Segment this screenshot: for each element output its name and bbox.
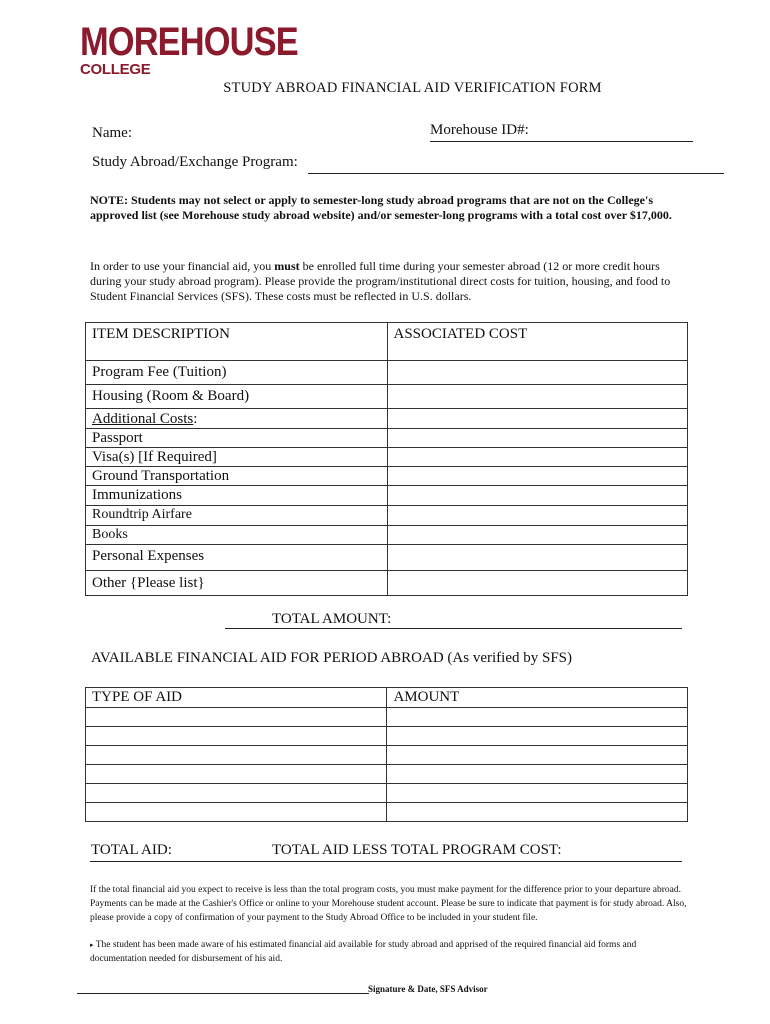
cost-input-ground[interactable] [387, 467, 688, 486]
cost-input-tuition[interactable] [387, 361, 688, 385]
id-label: Morehouse ID#: [430, 122, 529, 138]
signature-line[interactable] [77, 993, 369, 994]
cost-input-visa[interactable] [387, 448, 688, 467]
total-amount-line[interactable] [225, 628, 682, 629]
cost-row-tuition: Program Fee (Tuition) [86, 361, 388, 385]
cost-row-visa: Visa(s) [If Required] [86, 448, 388, 467]
cost-row-immunizations: Immunizations [86, 486, 388, 506]
cost-input-personal[interactable] [387, 545, 688, 571]
signature-label: Signature & Date, SFS Advisor [368, 984, 488, 994]
name-label: Name: [92, 125, 132, 141]
bullet-icon: ▸ [90, 941, 94, 949]
aid-amount-input[interactable] [387, 708, 688, 727]
payment-note: If the total financial aid you expect to receive is less than the total program costs, you must make payment for the difference prior to your departure abroad. Payments can be made at the Cashier's Office or online to your Morehouse student account. Please be sure to indicate that payment is for study abroad. Also, please provide a copy of confirmation of your payment to the Study Abroad Office to be included in your student file. [90, 885, 687, 923]
aid-type-input[interactable] [86, 765, 387, 784]
cost-input-airfare[interactable] [387, 506, 688, 526]
cost-row-additional: Additional Costs: [86, 409, 388, 429]
cost-input-immunizations[interactable] [387, 486, 688, 506]
aid-amount-input[interactable] [387, 746, 688, 765]
aid-table [85, 687, 688, 822]
cost-row-books: Books [86, 526, 388, 545]
cost-input-additional[interactable] [387, 409, 688, 429]
form-title: STUDY ABROAD FINANCIAL AID VERIFICATION FORM [223, 80, 602, 96]
cost-input-other[interactable] [387, 571, 688, 596]
total-amount-label: TOTAL AMOUNT: [272, 611, 392, 627]
program-label: Study Abroad/Exchange Program: [92, 154, 298, 170]
cost-table [85, 322, 688, 596]
program-field-line[interactable] [308, 173, 724, 174]
cost-row-personal: Personal Expenses [86, 545, 388, 571]
aid-amount-input[interactable] [387, 727, 688, 746]
aid-col-header-amount: AMOUNT [387, 688, 688, 708]
cost-input-housing[interactable] [387, 385, 688, 409]
aid-amount-input[interactable] [387, 784, 688, 803]
aid-type-input[interactable] [86, 803, 387, 822]
cost-row-other: Other {Please list} [86, 571, 388, 596]
cost-input-books[interactable] [387, 526, 688, 545]
college-logo-sub: COLLEGE [80, 61, 151, 78]
aid-heading: AVAILABLE FINANCIAL AID FOR PERIOD ABROAD (As verified by SFS) [91, 650, 572, 666]
aid-amount-input[interactable] [387, 765, 688, 784]
cost-col-header-cost: ASSOCIATED COST [387, 323, 688, 361]
college-logo: MOREHOUSE [80, 20, 298, 64]
total-aid-label: TOTAL AID: [91, 842, 172, 858]
aid-type-input[interactable] [86, 784, 387, 803]
aid-type-input[interactable] [86, 708, 387, 727]
note-text: NOTE: Students may not select or apply to semester-long study abroad programs that are not on the College's approved list (see Morehouse study abroad website) and/or semester-long programs with a total cost over $17,000. [90, 193, 672, 222]
aid-type-input[interactable] [86, 727, 387, 746]
cost-row-ground: Ground Transportation [86, 467, 388, 486]
cost-col-header-item: ITEM DESCRIPTION [86, 323, 388, 361]
cost-row-airfare: Roundtrip Airfare [86, 506, 388, 526]
aid-type-input[interactable] [86, 746, 387, 765]
cost-row-passport: Passport [86, 429, 388, 448]
cost-row-housing: Housing (Room & Board) [86, 385, 388, 409]
cost-input-passport[interactable] [387, 429, 688, 448]
acknowledgement: ▸ The student has been made aware of his estimated financial aid available for study abroad and apprised of the required financial aid forms and documentation needed for disbursement of his aid. [90, 940, 637, 964]
aid-less-cost-label: TOTAL AID LESS TOTAL PROGRAM COST: [272, 842, 562, 858]
total-aid-line[interactable] [90, 861, 682, 862]
aid-amount-input[interactable] [387, 803, 688, 822]
intro-text: In order to use your financial aid, you must be enrolled full time during your semester abroad (12 or more credit hours during your study abroad program). Please provide the program/institutional direct costs for tuition, housing, and food to Student Financial Services (SFS). These costs must be reflected in U.S. dollars. [90, 259, 671, 303]
aid-col-header-type: TYPE OF AID [86, 688, 387, 708]
id-field-line[interactable] [430, 141, 693, 142]
